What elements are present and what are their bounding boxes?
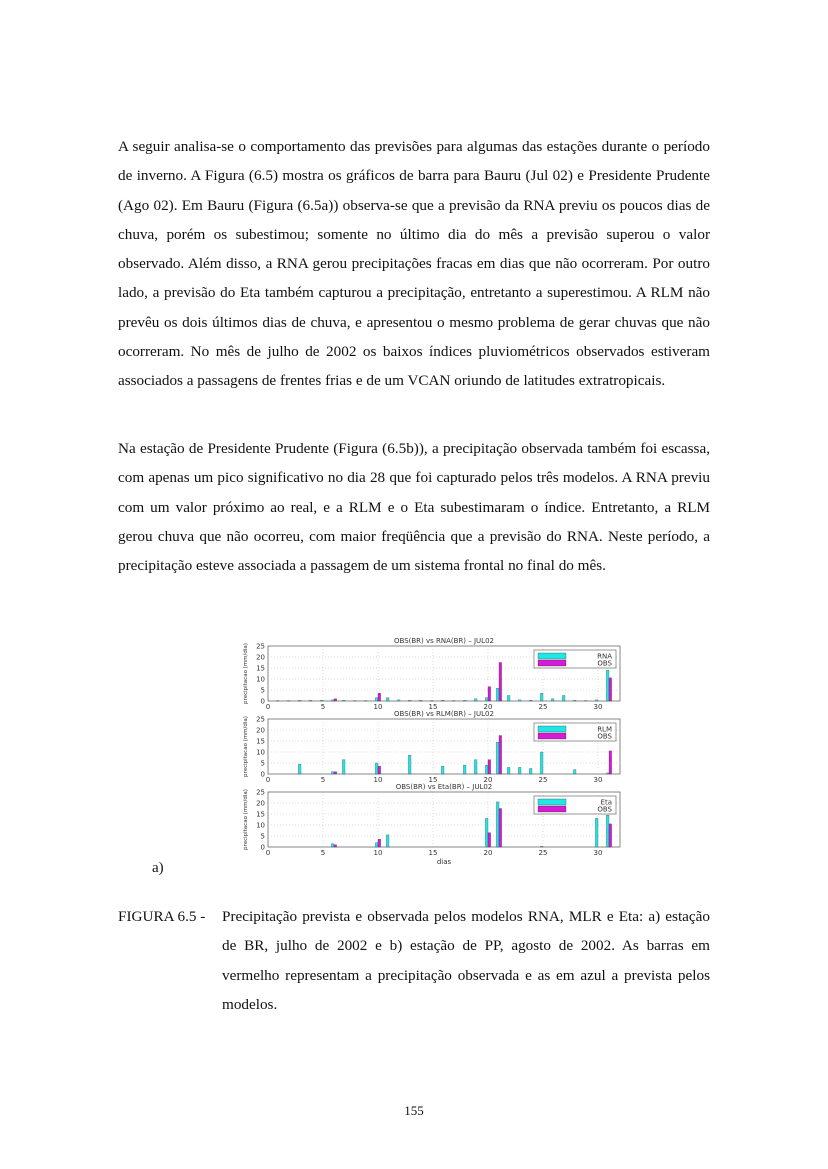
bar-rlm — [606, 773, 609, 774]
bar-obs — [499, 809, 502, 848]
x-tick-label: 30 — [593, 849, 603, 857]
x-tick-label: 15 — [428, 703, 438, 711]
chart-title: OBS(BR) vs Eta(BR) – JUL02 — [395, 783, 493, 791]
y-tick-label: 20 — [256, 799, 265, 808]
bar-rna — [606, 670, 609, 701]
bar-rna — [419, 700, 422, 701]
y-tick-label: 10 — [256, 675, 265, 684]
figure-6-5a — [238, 633, 628, 865]
bar-rna — [463, 700, 466, 701]
bar-rna — [441, 700, 444, 701]
x-tick-label: 5 — [320, 776, 326, 784]
bar-obs — [488, 687, 491, 701]
legend-swatch-obs — [538, 733, 566, 739]
legend-swatch-obs — [538, 660, 566, 666]
y-tick-label: 10 — [256, 748, 265, 757]
y-tick-label: 5 — [260, 759, 265, 768]
bar-rlm — [518, 767, 521, 774]
figure-sublabel: a) — [152, 860, 164, 876]
bar-eta — [331, 844, 334, 847]
bar-rna — [595, 700, 598, 701]
x-tick-label: 10 — [373, 776, 383, 784]
bar-rna — [397, 700, 400, 701]
y-tick-label: 5 — [260, 832, 265, 841]
y-tick-label: 25 — [256, 715, 265, 724]
bar-obs — [378, 693, 381, 701]
y-tick-label: 15 — [256, 810, 265, 819]
x-tick-label: 15 — [428, 849, 438, 857]
bar-eta — [375, 843, 378, 847]
bar-rlm — [342, 760, 345, 774]
caption-text: Precipitação prevista e observada pelos modelos RNA, MLR e Eta: a) estação de BR, julho de 2002 e b) estação de PP, agosto de 2002. As barras em vermelho representam a precipitação observada e as em azul a prevista pelos modelos. — [222, 908, 710, 1013]
legend-label: OBS — [597, 732, 612, 741]
x-tick-label: 20 — [483, 703, 493, 711]
bar-obs — [334, 772, 337, 774]
x-tick-label: 0 — [265, 849, 271, 857]
bar-rna — [540, 693, 543, 701]
bar-rlm — [375, 763, 378, 774]
body-paragraph-1: A seguir analisa-se o comportamento das previsões para algumas das estações durante o período de inverno. A Figura (6.5) mostra os gráficos de barra para Bauru (Jul 02) e Presidente Prudente (Ago 02). Em Bauru (Figura (6.5a)) observa-se que a previsão da RNA previu os poucos dias de chuva, porém os subestimou; somente no último dia do mês a previsão superou o valor observado. Além disso, a RNA gerou precipitações fracas em dias que não ocorreram. Por outro lado, a previsão do Eta também capturou a precipitação, entretanto a superestimou. A RLM não prevêu os dois últimos dias de chuva, e apresentou o mesmo problema de gerar chuvas que não ocorreram. No mês de julho de 2002 os baixos índices pluviométricos observados estiveram associados a passagens de frentes frias e de um VCAN oriundo de latitudes extratropicais. — [118, 138, 710, 390]
bar-rna — [320, 700, 323, 701]
bar-eta — [606, 815, 609, 847]
x-tick-label: 0 — [265, 703, 271, 711]
bar-obs — [378, 839, 381, 847]
y-tick-label: 10 — [256, 821, 265, 830]
bar-obs — [499, 663, 502, 702]
bar-rna — [408, 700, 411, 701]
bar-obs — [609, 678, 612, 701]
x-axis-label: dias — [436, 858, 452, 865]
bar-eta — [386, 835, 389, 847]
legend-swatch-rna — [538, 653, 566, 659]
legend-label: OBS — [597, 659, 612, 668]
x-tick-label: 10 — [373, 703, 383, 711]
bar-rna — [331, 700, 334, 701]
x-tick-label: 15 — [428, 776, 438, 784]
precipitation-bar-charts — [238, 633, 628, 865]
y-tick-label: 0 — [260, 697, 265, 706]
bar-rlm — [474, 760, 477, 774]
y-tick-label: 0 — [260, 843, 265, 852]
bar-obs — [334, 699, 337, 701]
bar-rna — [342, 700, 345, 701]
y-tick-label: 20 — [256, 653, 265, 662]
caption-heading: FIGURA 6.5 - — [118, 908, 206, 925]
bar-eta — [595, 818, 598, 847]
y-tick-label: 5 — [260, 686, 265, 695]
y-axis-label: precipitacao (mm/dia) — [243, 643, 249, 704]
x-tick-label: 25 — [538, 776, 548, 784]
y-tick-label: 0 — [260, 770, 265, 779]
bar-rlm — [485, 765, 488, 774]
legend-swatch-eta — [538, 799, 566, 805]
bar-rna — [386, 698, 389, 701]
bar-rlm — [529, 769, 532, 775]
legend-label: OBS — [597, 805, 612, 814]
y-tick-label: 25 — [256, 788, 265, 797]
y-tick-label: 25 — [256, 642, 265, 651]
bar-obs — [609, 751, 612, 774]
y-axis-label: precipitacao (mm/dia) — [243, 716, 249, 777]
bar-rna — [551, 699, 554, 701]
bar-obs — [378, 766, 381, 774]
x-tick-label: 30 — [593, 776, 603, 784]
bar-rna — [496, 688, 499, 701]
legend-label: RLM — [597, 725, 612, 734]
bar-rlm — [441, 766, 444, 774]
y-tick-label: 20 — [256, 726, 265, 735]
bar-rna — [298, 700, 301, 701]
x-tick-label: 30 — [593, 703, 603, 711]
bar-rna — [507, 696, 510, 702]
bar-rlm — [331, 772, 334, 774]
bar-eta — [485, 818, 488, 847]
bar-obs — [609, 824, 612, 847]
page-number: 155 — [404, 1103, 424, 1118]
bar-rlm — [507, 767, 510, 774]
chart-title: OBS(BR) vs RLM(BR) – JUL02 — [394, 710, 494, 718]
bar-rna — [474, 699, 477, 701]
x-tick-label: 5 — [320, 849, 326, 857]
bar-rlm — [496, 742, 499, 774]
y-tick-label: 15 — [256, 737, 265, 746]
bar-rna — [485, 698, 488, 701]
bar-rlm — [298, 764, 301, 774]
legend-label: RNA — [597, 652, 612, 661]
bar-rna — [309, 700, 312, 701]
x-tick-label: 25 — [538, 703, 548, 711]
x-tick-label: 10 — [373, 849, 383, 857]
bar-obs — [499, 736, 502, 775]
body-paragraph-2: Na estação de Presidente Prudente (Figura (6.5b)), a precipitação observada também foi escassa, com apenas um pico significativo no dia 28 que foi capturado pelos três modelos. A RNA previu com um valor próximo ao real, e a RLM e o Eta subestimaram o índice. Entretanto, a RLM gerou chuva que não ocorreu, com maior freqüência que a previsão do RNA. Neste período, a precipitação esteve associada a passagem de um sistema frontal no final do mês. — [118, 440, 710, 575]
x-tick-label: 0 — [265, 776, 271, 784]
bar-rlm — [408, 755, 411, 774]
bar-rna — [375, 698, 378, 701]
bar-rna — [573, 700, 576, 701]
y-tick-label: 15 — [256, 664, 265, 673]
chart-title: OBS(BR) vs RNA(BR) – JUL02 — [394, 637, 494, 645]
bar-eta — [540, 846, 543, 847]
bar-rlm — [540, 752, 543, 774]
bar-eta — [496, 802, 499, 847]
x-tick-label: 20 — [483, 849, 493, 857]
bar-rlm — [463, 765, 466, 774]
x-tick-label: 5 — [320, 703, 326, 711]
bar-obs — [488, 760, 491, 774]
bar-obs — [488, 833, 491, 847]
bar-rna — [529, 700, 532, 701]
bar-obs — [334, 845, 337, 847]
bar-rna — [518, 700, 521, 701]
bar-rlm — [573, 770, 576, 774]
x-tick-label: 25 — [538, 849, 548, 857]
x-tick-label: 20 — [483, 776, 493, 784]
legend-label: Eta — [600, 798, 612, 807]
legend-swatch-rlm — [538, 726, 566, 732]
y-axis-label: precipitacao (mm/dia) — [243, 789, 249, 850]
bar-rna — [562, 696, 565, 702]
legend-swatch-obs — [538, 806, 566, 812]
